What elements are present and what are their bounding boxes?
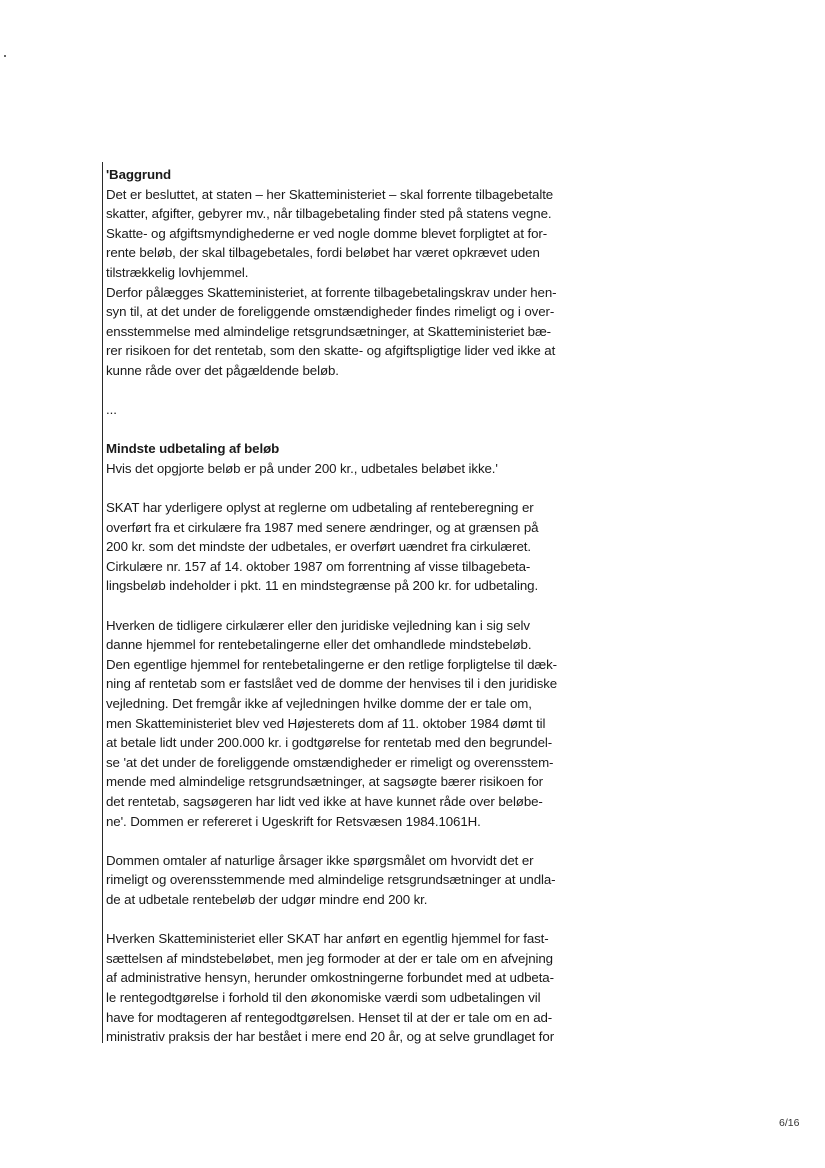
document-body bbox=[106, 165, 591, 1047]
text-line: ne'. Dommen er refereret i Ugeskrift for Retsvæsen 1984.1061H. bbox=[106, 813, 481, 829]
text-line: rimeligt og overensstemmende med almindelige retsgrundsætninger at undla- bbox=[106, 872, 556, 888]
text-line: le rentegodtgørelse i forhold til den økonomiske værdi som udbetalingen vil bbox=[106, 989, 541, 1005]
text-line: Hverken de tidligere cirkulærer eller den juridiske vejledning kan i sig selv bbox=[106, 617, 530, 633]
text-line: af administrative hensyn, herunder omkostningerne forbundet med at udbeta- bbox=[106, 970, 554, 986]
text-line: rer risikoen for det rentetab, som den skatte- og afgiftspligtige lider ved ikke at bbox=[106, 343, 556, 359]
quote-block bbox=[106, 165, 591, 479]
text-line: danne hjemmel for rentebetalingerne eller det omhandlede mindstebeløb. bbox=[106, 637, 532, 653]
section-heading-mindste-udbetaling: Mindste udbetaling af beløb bbox=[106, 441, 280, 457]
paragraph-hjemmel bbox=[106, 616, 591, 832]
text-line: syn til, at det under de foreliggende omstændigheder findes rimeligt og i over- bbox=[106, 304, 555, 320]
text-line: SKAT har yderligere oplyst at reglerne om udbetaling af renteberegning er bbox=[106, 500, 534, 516]
text-line: se 'at det under de foreliggende omstændigheder er rimeligt og overensstem- bbox=[106, 754, 554, 770]
text-line: ning af rentetab som er fastslået ved de domme der henvises til i den juridiske bbox=[106, 676, 558, 692]
ellipsis: ... bbox=[106, 402, 117, 418]
text-line: Hverken Skatteministeriet eller SKAT har anført en egentlig hjemmel for fast- bbox=[106, 931, 549, 947]
text-line: kunne råde over det pågældende beløb. bbox=[106, 362, 339, 378]
text-line: Hvis det opgjorte beløb er på under 200 kr., udbetales beløbet ikke.' bbox=[106, 460, 498, 476]
text-line: mende med almindelige retsgrundsætninger, at sagsøgte bærer risikoen for bbox=[106, 774, 543, 790]
paragraph-skat-oplyst bbox=[106, 498, 591, 596]
section-heading-baggrund: 'Baggrund bbox=[106, 167, 172, 182]
text-line: ensstemmelse med almindelige retsgrundsætninger, at Skatteministeriet bæ- bbox=[106, 323, 552, 339]
text-line: at betale lidt under 200.000 kr. i godtgørelse for rentetab med den begrundel- bbox=[106, 735, 553, 751]
text-line: de at udbetale rentebeløb der udgør mindre end 200 kr. bbox=[106, 891, 428, 907]
text-line: overført fra et cirkulære fra 1987 med senere ændringer, og at grænsen på bbox=[106, 519, 539, 535]
paragraph-dommen-omtaler bbox=[106, 851, 591, 910]
margin-bar bbox=[102, 162, 103, 1043]
text-line: vejledning. Det fremgår ikke af vejledningen hvilke domme der er tale om, bbox=[106, 696, 532, 712]
text-line: Derfor pålægges Skatteministeriet, at forrente tilbagebetalingskrav under hen- bbox=[106, 284, 557, 300]
text-line: men Skatteministeriet blev ved Højesterets dom af 11. oktober 1984 dømt til bbox=[106, 715, 546, 731]
text-line: det rentetab, sagsøgeren har lidt ved ikke at have kunnet råde over beløbe- bbox=[106, 794, 543, 809]
text-line: tilstrækkelig lovhjemmel. bbox=[106, 264, 249, 280]
text-line: lingsbeløb indeholder i pkt. 11 en mindstegrænse på 200 kr. for udbetaling. bbox=[106, 578, 539, 594]
quote-paragraph-baggrund bbox=[106, 185, 591, 381]
text-line: skatter, afgifter, gebyrer mv., når tilbagebetaling finder sted på statens vegne. bbox=[106, 206, 552, 222]
text-line: Det er besluttet, at staten – her Skatteministeriet – skal forrente tilbagebetalte bbox=[106, 186, 554, 202]
text-line: have for modtageren af rentegodtgørelsen. Henset til at der er tale om en ad- bbox=[106, 1009, 553, 1025]
text-line: Cirkulære nr. 157 af 14. oktober 1987 om forrentning af visse tilbagebeta- bbox=[106, 558, 531, 574]
text-line: rente beløb, der skal tilbagebetales, fordi beløbet har været opkrævet uden bbox=[106, 245, 540, 261]
text-line: Skatte- og afgiftsmyndighederne er ved nogle domme blevet forpligtet at for- bbox=[106, 225, 548, 241]
text-line: sættelsen af mindstebeløbet, men jeg formoder at der er tale om en afvejning bbox=[106, 950, 553, 966]
text-line: Den egentlige hjemmel for rentebetalingerne er den retlige forpligtelse til dæk- bbox=[106, 656, 557, 672]
text-line: Dommen omtaler af naturlige årsager ikke spørgsmålet om hvorvidt det er bbox=[106, 852, 534, 868]
scan-speck bbox=[4, 55, 6, 57]
text-line: 200 kr. som det mindste der udbetales, er overført uændret fra cirkulæret. bbox=[106, 539, 531, 555]
page-number: 6/16 bbox=[779, 1117, 800, 1129]
text-line: ministrativ praksis der har bestået i mere end 20 år, og at selve grundlaget for bbox=[106, 1029, 555, 1045]
paragraph-mindstebeloeb bbox=[106, 929, 591, 1047]
